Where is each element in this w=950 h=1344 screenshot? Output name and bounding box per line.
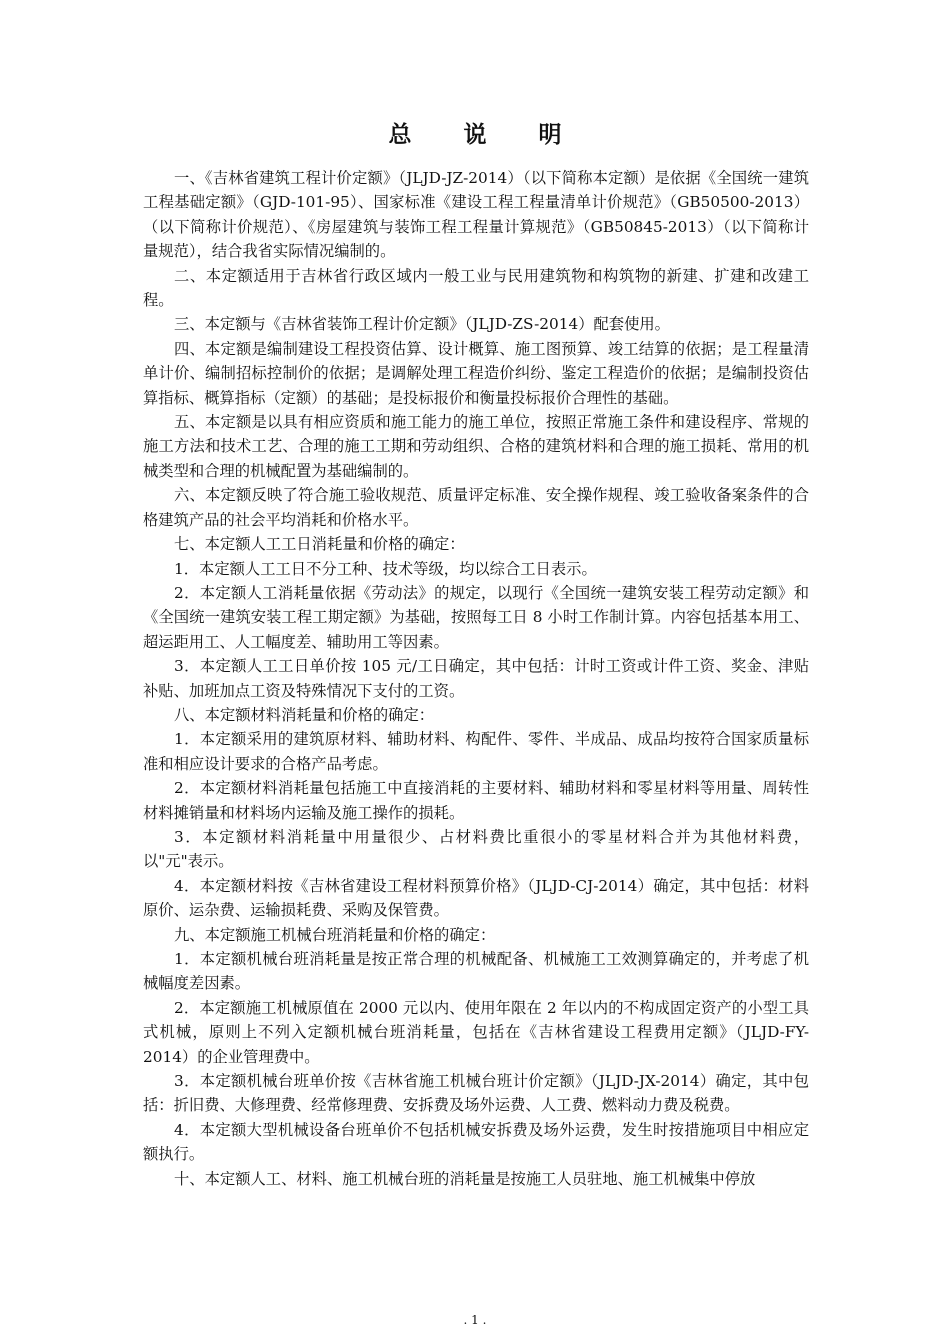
document-body [143, 166, 809, 1191]
body-paragraph: 二、本定额适用于吉林省行政区域内一般工业与民用建筑物和构筑物的新建、扩建和改建工程。 [143, 266, 809, 310]
body-paragraph: 三、本定额与《吉林省装饰工程计价定额》（JLJD-ZS-2014）配套使用。 [174, 315, 670, 334]
body-paragraph: 2．本定额施工机械原值在 2000 元以内、使用年限在 2 年以内的不构成固定资产的小型工具式机械，原则上不列入定额机械台班消耗量，包括在《吉林省建设工程费用定额》（JLJD-FY-2014）的企业管理费中。 [143, 998, 809, 1066]
body-paragraph: 八、本定额材料消耗量和价格的确定： [174, 705, 435, 724]
body-paragraph: 十、本定额人工、材料、施工机械台班的消耗量是按施工人员驻地、施工机械集中停放 [174, 1169, 756, 1188]
body-paragraph: 3．本定额材料消耗量中用量很少、占材料费比重很小的零星材料合并为其他材料费，以"元"表示。 [143, 827, 809, 871]
body-paragraph: 3．本定额人工工日单价按 105 元/工日确定，其中包括：计时工资或计件工资、奖金、津贴补贴、加班加点工资及特殊情况下支付的工资。 [143, 657, 809, 700]
page-number: . 1 . [463, 1313, 487, 1327]
body-paragraph: 九、本定额施工机械台班消耗量和价格的确定： [174, 925, 496, 944]
body-paragraph: 七、本定额人工工日消耗量和价格的确定： [174, 535, 465, 554]
body-paragraph: 4．本定额大型机械设备台班单价不包括机械安拆费及场外运费，发生时按措施项目中相应定额执行。 [143, 1120, 809, 1164]
body-paragraph: 2．本定额人工消耗量依据《劳动法》的规定，以现行《全国统一建筑安装工程劳动定额》和《全国统一建筑安装工程工期定额》为基础，按照每工日 8 小时工作制计算。内容包括基本用工、超运距用工、人工幅度差、辅助用工等因素。 [143, 583, 809, 651]
document-title: 总 说 明 [388, 121, 584, 148]
body-paragraph: 4．本定额材料按《吉林省建设工程材料预算价格》（JLJD-CJ-2014）确定，其中包括：材料原价、运杂费、运输损耗费、采购及保管费。 [143, 876, 809, 920]
body-paragraph: 1．本定额人工工日不分工种、技术等级，均以综合工日表示。 [174, 559, 597, 578]
body-paragraph: 3．本定额机械台班单价按《吉林省施工机械台班计价定额》（JLJD-JX-2014）确定，其中包括：折旧费、大修理费、经常修理费、安拆费及场外运费、人工费、燃料动力费及税费。 [143, 1072, 809, 1115]
body-paragraph: 一、《吉林省建筑工程计价定额》（JLJD-JZ-2014）（以下简称本定额）是依据《全国统一建筑工程基础定额》（GJD-101-95）、国家标准《建设工程工程量清单计价规范》（GB50500-2013）（以下简称计价规范）、《房屋建筑与装饰工程工程量计算规范》（GB50845-2013）（以下简称计量规范），结合我省实际情况编制的。 [143, 169, 809, 261]
body-paragraph: 六、本定额反映了符合施工验收规范、质量评定标准、安全操作规程、竣工验收备案条件的合格建筑产品的社会平均消耗和价格水平。 [143, 486, 809, 529]
body-paragraph: 1．本定额机械台班消耗量是按正常合理的机械配备、机械施工工效测算确定的，并考虑了机械幅度差因素。 [143, 950, 809, 993]
body-paragraph: 五、本定额是以具有相应资质和施工能力的施工单位，按照正常施工条件和建设程序、常规的施工方法和技术工艺、合理的施工工期和劳动组织、合格的建筑材料和合理的施工损耗、常用的机械类型和合理的机械配置为基础编制的。 [143, 413, 809, 480]
body-paragraph: 1．本定额采用的建筑原材料、辅助材料、构配件、零件、半成品、成品均按符合国家质量标准和相应设计要求的合格产品考虑。 [143, 730, 809, 773]
body-paragraph: 四、本定额是编制建设工程投资估算、设计概算、施工图预算、竣工结算的依据；是工程量清单计价、编制招标控制价的依据；是调解处理工程造价纠纷、鉴定工程造价的依据；是编制投资估算指标、概算指标（定额）的基础；是投标报价和衡量投标报价合理性的基础。 [143, 339, 809, 407]
body-paragraph: 2．本定额材料消耗量包括施工中直接消耗的主要材料、辅助材料和零星材料等用量、周转性材料摊销量和材料场内运输及施工操作的损耗。 [143, 779, 809, 822]
